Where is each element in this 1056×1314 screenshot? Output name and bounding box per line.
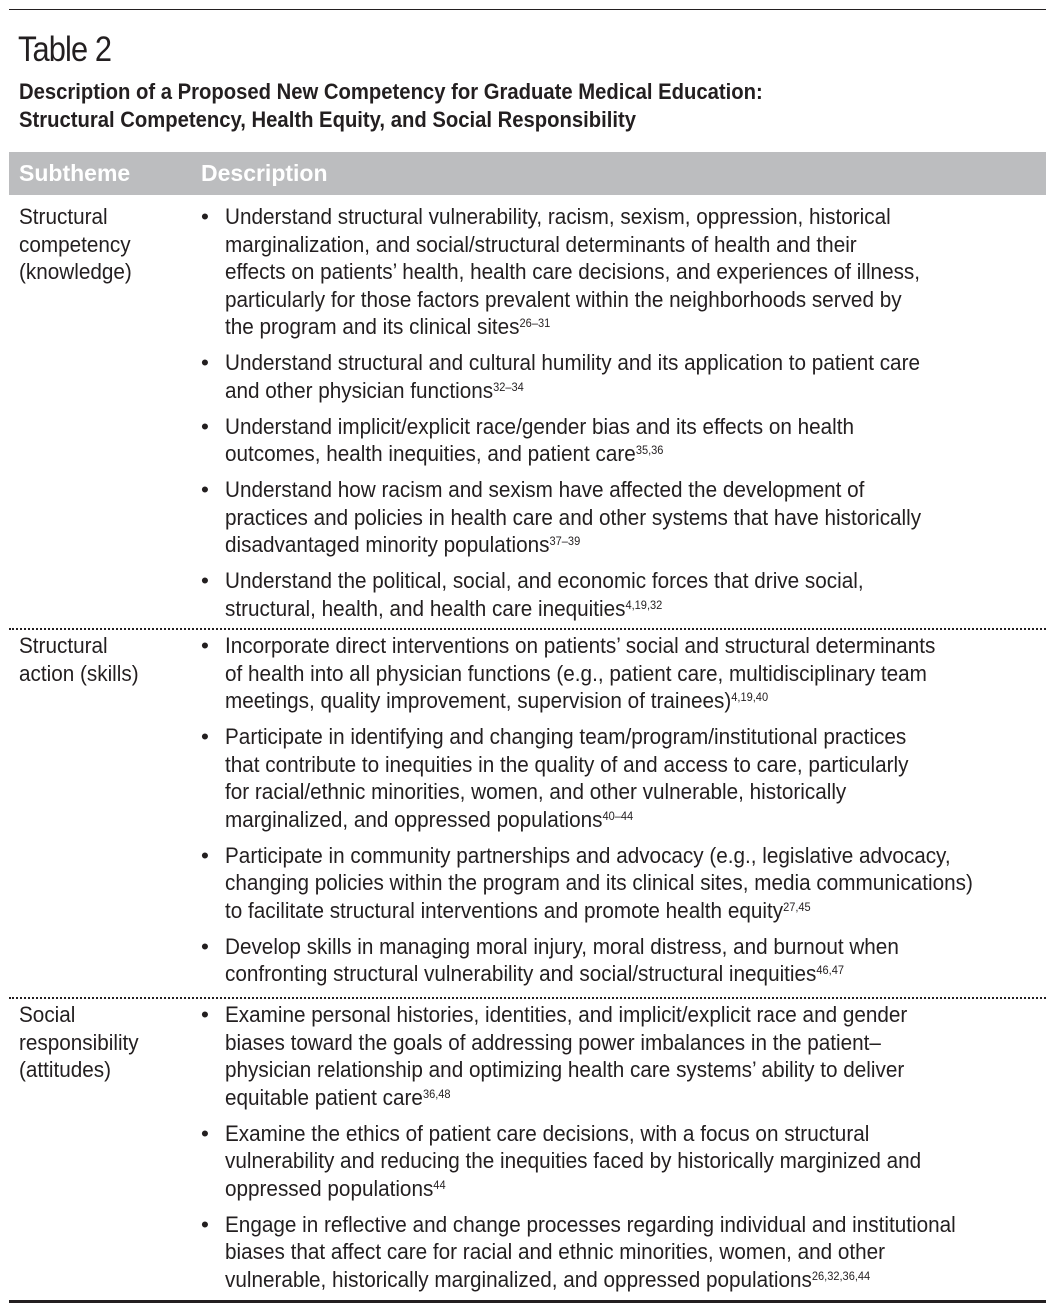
item-text: Understand how racism and sexism have affected the development of: [225, 477, 865, 502]
bullet-icon: •: [201, 477, 209, 502]
item-text: structural, health, and health care inequities: [225, 595, 626, 621]
reference-superscript: 26,32,36,44: [811, 1268, 871, 1283]
item-text: Participate in identifying and changing team/program/institutional practices: [225, 724, 907, 749]
column-header-subtheme: Subtheme: [19, 160, 131, 186]
bullet-icon: •: [201, 724, 209, 749]
item-text: the program and its clinical sites: [225, 314, 520, 339]
item-text-line: [225, 231, 978, 259]
item-text: changing policies within the program and its clinical sites, media communications): [225, 870, 973, 895]
item-text-line: [225, 531, 978, 559]
bullet-icon: •: [201, 204, 209, 229]
item-text: physician relationship and optimizing health care systems’ ability to deliver: [225, 1057, 905, 1082]
item-text-line: [225, 377, 978, 405]
top-rule: [9, 9, 1046, 10]
table-label: Table 2: [18, 30, 112, 69]
subtheme-line: responsibility: [19, 1029, 139, 1055]
description-cell: [199, 1001, 1044, 1302]
item-text-line: [225, 1238, 978, 1266]
subtheme-line: action (skills): [19, 660, 139, 686]
item-text: Examine the ethics of patient care decisions, with a focus on structural: [225, 1120, 870, 1146]
list-item: [199, 1211, 1044, 1294]
item-text-line: [225, 1029, 978, 1057]
reference-superscript: 26–31: [519, 316, 551, 330]
item-text: Participate in community partnerships and advocacy (e.g., legislative advocacy,: [225, 842, 951, 868]
subtheme-cell: [19, 203, 175, 286]
subtheme-line: (attitudes): [19, 1057, 112, 1082]
section-divider: [9, 628, 1046, 630]
item-text: and other physician functions: [225, 377, 494, 403]
reference-superscript: 37–39: [549, 534, 581, 548]
item-text: for racial/ethnic minorities, women, and other vulnerable, historically: [225, 779, 847, 804]
item-text-line: [225, 595, 978, 623]
subtheme-cell: [19, 1001, 175, 1084]
reference-superscript: 4,19,32: [625, 597, 663, 612]
section-divider: [9, 997, 1046, 999]
reference-superscript: 35,36: [635, 443, 664, 457]
reference-superscript: 32–34: [493, 379, 524, 394]
item-text-line: [225, 1120, 978, 1148]
list-item: [199, 1120, 1044, 1203]
item-text: equitable patient care: [225, 1084, 423, 1110]
item-text-line: [225, 203, 978, 231]
list-item: [199, 1001, 1044, 1111]
item-text: confronting structural vulnerability and social/structural inequities: [225, 961, 817, 986]
item-text: biases that affect care for racial and ethnic minorities, women, and other: [225, 1239, 886, 1264]
bottom-rule: [9, 1300, 1046, 1303]
item-text: marginalization, and social/structural determinants of health and their: [225, 231, 857, 257]
item-text: Engage in reflective and change processes regarding individual and institutional: [225, 1211, 956, 1237]
item-text-line: [225, 413, 978, 441]
bullet-icon: •: [201, 842, 209, 868]
item-text-line: [225, 1084, 978, 1112]
list-item: [199, 632, 1044, 715]
list-item: [199, 567, 1044, 622]
list-item: [199, 476, 1044, 559]
item-text-line: [225, 723, 978, 751]
item-text-line: [225, 349, 978, 377]
list-item: [199, 349, 1044, 404]
list-item: [199, 933, 1044, 988]
item-text: Understand the political, social, and economic forces that drive social,: [225, 568, 864, 593]
item-text-line: [225, 1211, 978, 1239]
item-text: Understand implicit/explicit race/gender bias and its effects on health: [225, 413, 855, 439]
item-text-line: [225, 1147, 978, 1175]
item-text-line: [225, 806, 978, 834]
list-item: [199, 723, 1044, 833]
reference-superscript: 36,48: [422, 1086, 451, 1101]
item-text: that contribute to inequities in the quality of and access to care, particularly: [225, 751, 909, 777]
table-title-line: Structural Competency, Health Equity, and Social Responsibility: [19, 107, 636, 132]
item-text-line: [225, 1175, 978, 1203]
bullet-icon: •: [201, 1120, 209, 1146]
list-item: [199, 413, 1044, 468]
subtheme-line: Social: [19, 1002, 76, 1027]
reference-superscript: 44: [433, 1177, 446, 1192]
item-text-line: [225, 1056, 978, 1084]
item-text: practices and policies in health care and other systems that have historically: [225, 504, 922, 530]
item-text-line: [225, 440, 978, 468]
list-item: [199, 203, 1044, 341]
item-text-line: [225, 687, 978, 715]
reference-superscript: 46,47: [816, 963, 845, 977]
item-text-line: [225, 660, 978, 688]
item-text-line: [225, 476, 978, 504]
item-text-line: [225, 778, 978, 806]
bullet-icon: •: [201, 933, 209, 959]
item-text-line: [225, 933, 978, 961]
subtheme-cell: [19, 632, 175, 687]
bullet-icon: •: [201, 413, 209, 439]
item-text: vulnerable, historically marginalized, and oppressed populations: [225, 1266, 812, 1292]
subtheme-line: Structural: [19, 204, 108, 229]
list-item: [199, 842, 1044, 925]
item-text-line: [225, 1001, 978, 1029]
table-title-line: Description of a Proposed New Competency for Graduate Medical Education:: [19, 79, 763, 104]
bullet-icon: •: [201, 633, 209, 658]
item-text: effects on patients’ health, health care decisions, and experiences of illness,: [225, 259, 921, 284]
subtheme-line: competency: [19, 231, 131, 257]
item-text-line: [225, 897, 978, 925]
bullet-icon: •: [201, 1002, 209, 1027]
item-text: disadvantaged minority populations: [225, 532, 550, 557]
item-text: vulnerability and reducing the inequities faced by historically marginized and: [225, 1148, 922, 1173]
item-text: Examine personal histories, identities, and implicit/explicit race and gender: [225, 1002, 908, 1027]
item-text-line: [225, 632, 978, 660]
bullet-icon: •: [201, 350, 209, 375]
table-title: [19, 78, 946, 134]
item-text: meetings, quality improvement, supervision of trainees): [225, 688, 732, 713]
table-header-row: [9, 152, 1046, 195]
item-text-line: [225, 313, 978, 341]
description-cell: [199, 203, 1044, 631]
item-text-line: [225, 869, 978, 897]
item-text: to facilitate structural interventions and promote health equity: [225, 897, 784, 923]
description-cell: [199, 632, 1044, 996]
item-text: Incorporate direct interventions on patients’ social and structural determinants: [225, 633, 936, 658]
item-text: Develop skills in managing moral injury, moral distress, and burnout when: [225, 933, 899, 959]
reference-superscript: 40–44: [602, 808, 634, 823]
subtheme-line: Structural: [19, 633, 108, 658]
item-text-line: [225, 960, 978, 988]
item-text: marginalized, and oppressed populations: [225, 806, 603, 832]
bullet-icon: •: [201, 1211, 209, 1237]
item-text: biases toward the goals of addressing power imbalances in the patient–: [225, 1029, 881, 1055]
column-header-description: Description: [201, 160, 328, 186]
item-text-line: [225, 286, 978, 314]
reference-superscript: 4,19,40: [731, 690, 769, 704]
item-text: outcomes, health inequities, and patient care: [225, 441, 636, 466]
item-text-line: [225, 1266, 978, 1294]
reference-superscript: 27,45: [783, 899, 811, 914]
item-text-line: [225, 504, 978, 532]
item-text: of health into all physician functions (e.g., patient care, multidisciplinary team: [225, 660, 927, 686]
bullet-icon: •: [201, 568, 209, 593]
item-text-line: [225, 258, 978, 286]
item-text-line: [225, 567, 978, 595]
item-text: particularly for those factors prevalent within the neighborhoods served by: [225, 286, 902, 312]
item-text-line: [225, 751, 978, 779]
subtheme-line: (knowledge): [19, 259, 132, 284]
item-text: Understand structural and cultural humility and its application to patient care: [225, 350, 920, 375]
item-text-line: [225, 842, 978, 870]
item-text: Understand structural vulnerability, racism, sexism, oppression, historical: [225, 204, 891, 229]
item-text: oppressed populations: [225, 1175, 434, 1201]
